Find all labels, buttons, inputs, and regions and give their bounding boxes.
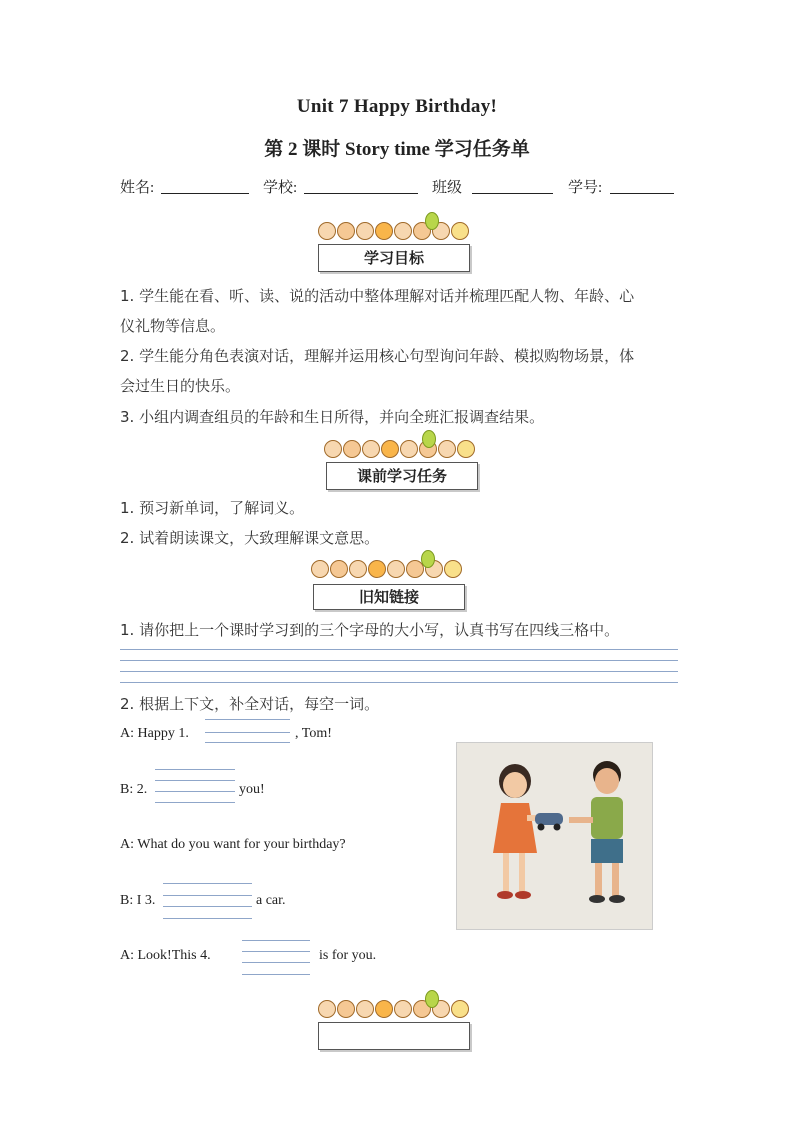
writing-guide-line	[120, 671, 678, 672]
goal-line-1b: 仪礼物等信息。	[120, 317, 226, 335]
child-face-icon	[356, 1000, 374, 1018]
review-question-1: 1. 请你把上一个课时学习到的三个字母的大小写，认真书写在四线三格中。	[120, 621, 620, 639]
section-banner-review	[311, 550, 471, 616]
child-face-icon	[337, 222, 355, 240]
class-blank[interactable]	[472, 193, 553, 194]
student-info-row	[0, 176, 794, 200]
answer-blank-3-line	[163, 918, 252, 919]
name-blank[interactable]	[161, 193, 249, 194]
answer-blank-2-line	[155, 769, 235, 770]
child-face-icon	[381, 440, 399, 458]
balloon-icon	[422, 430, 436, 448]
dialogue-b2-prefix: B: 2.	[120, 782, 148, 797]
girl-gives-boy-toy-car-illustration	[457, 743, 652, 929]
section-title-pre: 课前学习任务	[326, 462, 478, 490]
goal-line-2b: 会过生日的快乐。	[120, 377, 241, 395]
pre-task-2: 2. 试着朗读课文，大致理解课文意思。	[120, 529, 380, 547]
goal-line-1: 1. 学生能在看、听、读、说的活动中整体理解对话并梳理匹配人物、年龄、心	[120, 287, 635, 305]
child-face-icon	[438, 440, 456, 458]
id-label: 学号:	[568, 180, 603, 196]
writing-guide-line	[120, 682, 678, 683]
answer-blank-2-line	[155, 780, 235, 781]
balloon-icon	[425, 212, 439, 230]
children-decoration	[318, 212, 469, 242]
balloon-icon	[425, 990, 439, 1008]
answer-blank-4-line	[242, 940, 310, 941]
dialogue-a1-suffix: , Tom!	[295, 726, 332, 741]
child-face-icon	[311, 560, 329, 578]
child-face-icon	[337, 1000, 355, 1018]
section-banner-bottom	[314, 990, 474, 1056]
balloon-icon	[421, 550, 435, 568]
worksheet-title: Unit 7 Happy Birthday!	[296, 96, 498, 117]
class-label: 班级	[432, 180, 463, 196]
review-question-2: 2. 根据上下文，补全对话，每空一词。	[120, 695, 380, 713]
section-banner-goals	[314, 212, 474, 278]
child-face-icon	[349, 560, 367, 578]
child-face-icon	[324, 440, 342, 458]
school-label: 学校:	[263, 180, 298, 196]
child-face-icon	[394, 222, 412, 240]
section-title-goals: 学习目标	[318, 244, 470, 272]
children-decoration	[311, 550, 462, 580]
pre-task-1: 1. 预习新单词，了解词义。	[120, 499, 305, 517]
worksheet-subtitle: 第 2 课时 Story time 学习任务单	[264, 139, 530, 160]
children-decoration	[324, 430, 475, 460]
name-label: 姓名:	[120, 180, 155, 196]
child-face-icon	[362, 440, 380, 458]
section-title-review: 旧知链接	[313, 584, 465, 610]
school-blank[interactable]	[304, 193, 418, 194]
dialogue-b2-suffix: you!	[239, 782, 265, 797]
answer-blank-3[interactable]	[163, 906, 252, 907]
answer-blank-4-line	[242, 974, 310, 975]
dialogue-a4-suffix: is for you.	[319, 948, 377, 963]
child-face-icon	[451, 1000, 469, 1018]
child-face-icon	[400, 440, 418, 458]
child-face-icon	[394, 1000, 412, 1018]
child-face-icon	[318, 222, 336, 240]
dialogue-b3-suffix: a car.	[256, 893, 286, 908]
dialogue-a1-prefix: A: Happy 1.	[120, 726, 189, 741]
answer-blank-2-line	[155, 802, 235, 803]
child-face-icon	[444, 560, 462, 578]
child-face-icon	[457, 440, 475, 458]
answer-blank-1-line	[205, 732, 290, 733]
writing-guide-line	[120, 660, 678, 661]
id-blank[interactable]	[610, 193, 674, 194]
dialogue-a4-prefix: A: Look!This 4.	[120, 948, 211, 963]
answer-blank-1[interactable]	[205, 742, 290, 743]
child-face-icon	[318, 1000, 336, 1018]
story-illustration	[456, 742, 653, 930]
child-face-icon	[343, 440, 361, 458]
goal-line-2: 2. 学生能分角色表演对话，理解并运用核心句型询问年龄、模拟购物场景，体	[120, 347, 635, 365]
answer-blank-3-line	[163, 883, 252, 884]
child-face-icon	[356, 222, 374, 240]
section-title-bottom	[318, 1022, 470, 1050]
child-face-icon	[330, 560, 348, 578]
children-decoration	[318, 990, 469, 1020]
child-face-icon	[451, 222, 469, 240]
answer-blank-1-line	[205, 719, 290, 720]
answer-blank-3-line	[163, 895, 252, 896]
dialogue-b3-prefix: B: I 3.	[120, 893, 156, 908]
dialogue-a-question: A: What do you want for your birthday?	[120, 837, 346, 852]
child-face-icon	[387, 560, 405, 578]
goal-line-3: 3. 小组内调查组员的年龄和生日所得，并向全班汇报调查结果。	[120, 408, 545, 426]
answer-blank-4-line	[242, 951, 310, 952]
section-banner-pre	[324, 430, 484, 496]
answer-blank-2[interactable]	[155, 791, 235, 792]
child-face-icon	[375, 222, 393, 240]
child-face-icon	[375, 1000, 393, 1018]
child-face-icon	[368, 560, 386, 578]
answer-blank-4[interactable]	[242, 962, 310, 963]
writing-guide-line	[120, 649, 678, 650]
